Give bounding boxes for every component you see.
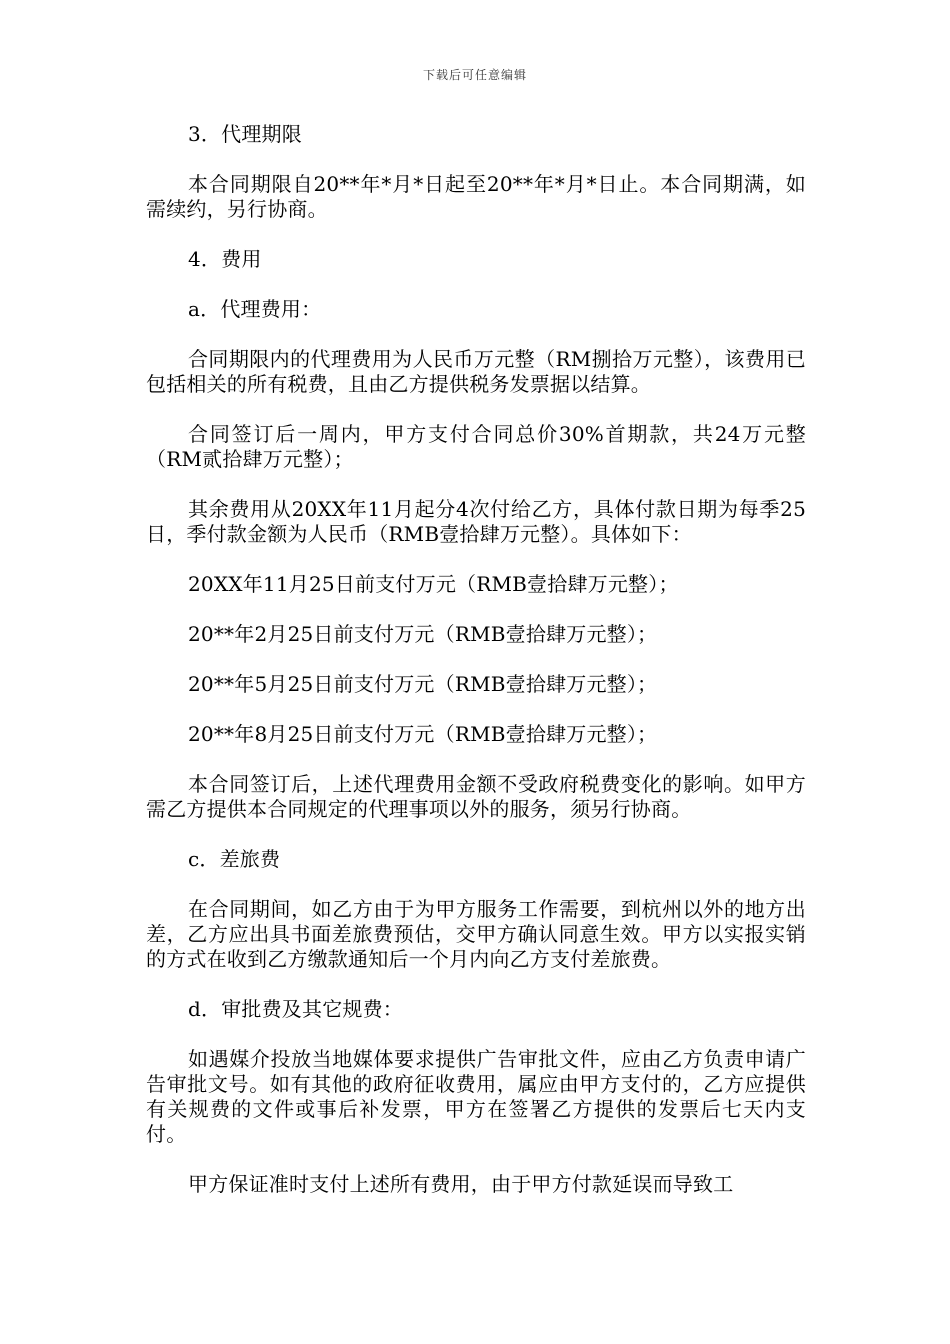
subheading-approval-fees: d．审批费及其它规费： xyxy=(188,997,404,1021)
paragraph-approval-fees: 如遇媒介投放当地媒体要求提供广告审批文件，应由乙方负责申请广告审批文号。如有其他的政府征收费用，属应由甲方支付的，乙方应提供有关规费的文件或事后补发票，甲方在签署乙方提供的发票后七天内支付。 xyxy=(146,1047,806,1146)
paragraph-remaining-payments: 其余费用从20XX年11月起分4次付给乙方，具体付款日期为每季25日，季付款金额为人民币（RMB壹拾肆万元整）。具体如下： xyxy=(146,497,806,546)
subheading-travel-expenses: c．差旅费 xyxy=(188,847,281,871)
page-header-note: 下载后可任意编辑 xyxy=(422,68,527,82)
paragraph-fee-fixed: 本合同签订后，上述代理费用金额不受政府税费变化的影响。如甲方需乙方提供本合同规定的代理事项以外的服务，须另行协商。 xyxy=(146,772,806,821)
subheading-agency-fee: a．代理费用： xyxy=(188,297,322,321)
section-heading-fees: 4．费用 xyxy=(188,247,262,271)
payment-item-4: 20**年8月25日前支付万元（RMB壹拾肆万元整）； xyxy=(188,722,658,746)
payment-item-2: 20**年2月25日前支付万元（RMB壹拾肆万元整）； xyxy=(188,622,658,646)
document-body xyxy=(146,122,806,1197)
paragraph-payment-guarantee: 甲方保证准时支付上述所有费用，由于甲方付款延误而导致工 xyxy=(188,1172,734,1196)
section-heading-term: 3．代理期限 xyxy=(188,122,302,146)
paragraph-term-period: 本合同期限自20**年*月*日起至20**年*月*日止。本合同期满，如需续约，另行协商。 xyxy=(146,172,806,221)
payment-item-1: 20XX年11月25日前支付万元（RMB壹拾肆万元整）； xyxy=(188,572,679,596)
paragraph-travel-expenses: 在合同期间，如乙方由于为甲方服务工作需要，到杭州以外的地方出差，乙方应出具书面差旅费预估，交甲方确认同意生效。甲方以实报实销的方式在收到乙方缴款通知后一个月内向乙方支付差旅费。 xyxy=(146,897,806,971)
paragraph-first-payment: 合同签订后一周内，甲方支付合同总价30%首期款，共24万元整（RM贰拾肆万元整）； xyxy=(146,422,806,471)
payment-item-3: 20**年5月25日前支付万元（RMB壹拾肆万元整）； xyxy=(188,672,658,696)
paragraph-agency-fee: 合同期限内的代理费用为人民币万元整（RM捌拾万元整），该费用已包括相关的所有税费，且由乙方提供税务发票据以结算。 xyxy=(146,347,806,396)
